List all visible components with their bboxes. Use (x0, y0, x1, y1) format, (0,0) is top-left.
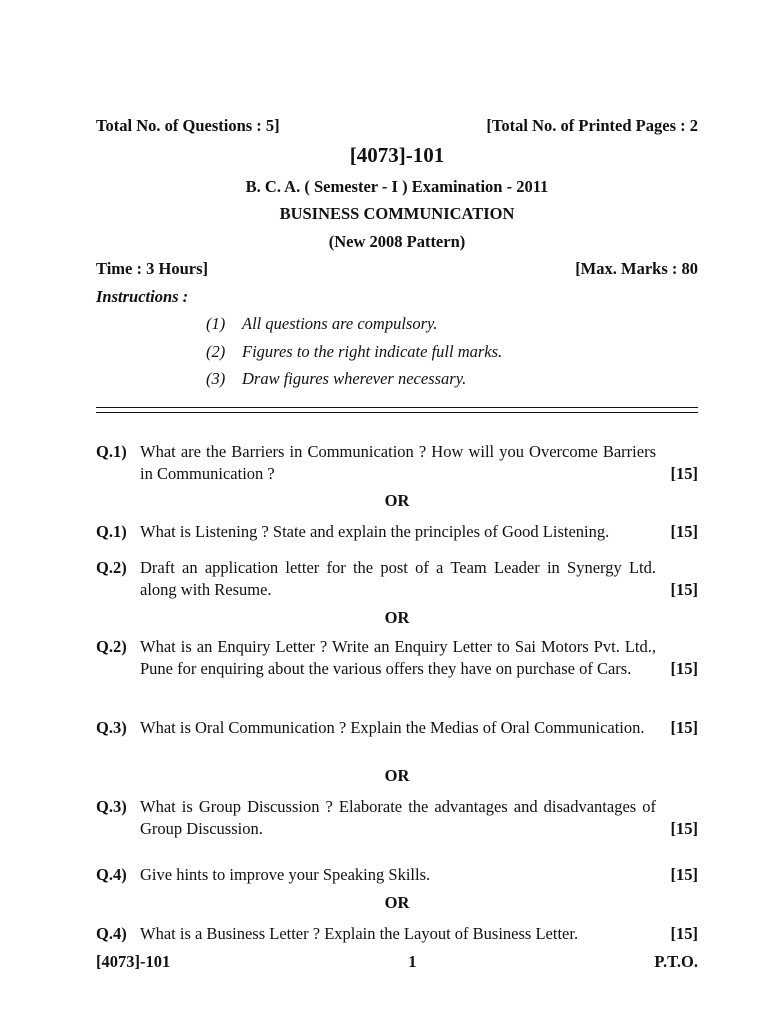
header-top-row (96, 116, 698, 136)
question-marks: [15] (670, 718, 698, 737)
page-footer (96, 952, 698, 972)
question-text: Give hints to improve your Speaking Skills. (140, 865, 431, 884)
question-item (96, 923, 698, 945)
question-number: Q.1) (96, 442, 127, 461)
total-printed-pages: [Total No. of Printed Pages : 2 (486, 116, 698, 135)
question-number: Q.2) (96, 558, 127, 577)
or-separator: OR (384, 491, 410, 510)
page-number: 1 (408, 952, 417, 971)
question-marks: [15] (670, 579, 698, 599)
divider-line (96, 407, 698, 408)
question-text: What is Group Discussion ? Elaborate the advantages and disadvantages of Group Discussion. (140, 797, 656, 838)
question-text: What is an Enquiry Letter ? Write an Enquiry Letter to Sai Motors Pvt. Ltd., Pune for enquiring about the various offers they have on purchase of Cars. (140, 637, 656, 678)
question-marks: [15] (670, 818, 698, 838)
or-separator: OR (384, 608, 410, 627)
total-questions: Total No. of Questions : 5] (96, 116, 280, 135)
max-marks: [Max. Marks : 80 (575, 259, 698, 278)
instruction-number: (2) (206, 342, 226, 361)
exam-title: B. C. A. ( Semester - I ) Examination - 2011 (245, 177, 549, 196)
subject-title: BUSINESS COMMUNICATION (279, 204, 515, 223)
question-text: What is Oral Communication ? Explain the Medias of Oral Communication. (140, 718, 645, 737)
question-marks: [15] (670, 658, 698, 678)
question-item (96, 557, 698, 600)
divider-line (96, 412, 698, 413)
instruction-text: Draw figures wherever necessary. (242, 369, 467, 388)
footer-paper-code: [4073]-101 (96, 952, 171, 971)
question-number: Q.4) (96, 865, 127, 884)
paper-code: [4073]-101 (349, 143, 445, 167)
instruction-item (206, 342, 502, 362)
question-number: Q.1) (96, 522, 127, 541)
question-item (96, 717, 698, 739)
or-separator: OR (384, 893, 410, 912)
question-text: What is Listening ? State and explain the principles of Good Listening. (140, 522, 610, 541)
time-marks-row (96, 259, 698, 279)
question-number: Q.4) (96, 924, 127, 943)
please-turn-over: P.T.O. (654, 952, 698, 971)
instruction-text: Figures to the right indicate full marks. (242, 342, 503, 361)
question-number: Q.2) (96, 637, 127, 656)
instruction-text: All questions are compulsory. (242, 314, 438, 333)
question-text: Draft an application letter for the post of a Team Leader in Synergy Ltd. along with Resume. (140, 558, 656, 599)
question-marks: [15] (670, 865, 698, 884)
question-item (96, 796, 698, 839)
instruction-item (206, 369, 466, 389)
question-marks: [15] (670, 924, 698, 943)
time-allowed: Time : 3 Hours] (96, 259, 208, 278)
question-number: Q.3) (96, 797, 127, 816)
question-marks: [15] (670, 463, 698, 483)
question-item (96, 864, 698, 886)
question-text: What is a Business Letter ? Explain the Layout of Business Letter. (140, 924, 579, 943)
instruction-item (206, 314, 438, 334)
question-item (96, 441, 698, 484)
or-separator: OR (384, 766, 410, 785)
question-number: Q.3) (96, 718, 127, 737)
question-marks: [15] (670, 522, 698, 541)
pattern-note: (New 2008 Pattern) (328, 232, 466, 251)
question-item (96, 636, 698, 679)
instructions-title: Instructions : (96, 287, 189, 306)
instruction-number: (3) (206, 369, 226, 388)
instruction-number: (1) (206, 314, 226, 333)
question-text: What are the Barriers in Communication ? How will you Overcome Barriers in Communication ? (140, 442, 656, 483)
question-item (96, 521, 698, 543)
